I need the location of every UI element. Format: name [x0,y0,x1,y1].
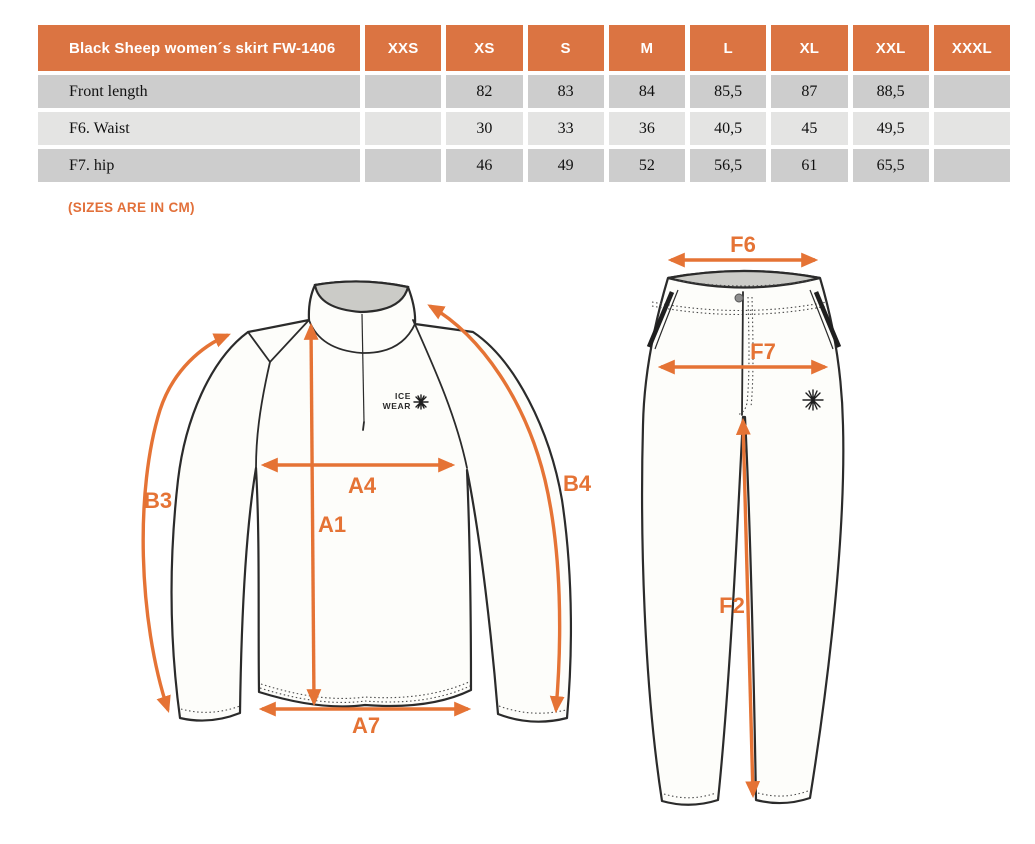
cell-front-length-m: 84 [609,75,685,108]
logo-text-ice: ICE [395,391,411,401]
cell-front-length-xxs [365,75,441,108]
cell-waist-l: 40,5 [690,112,766,145]
label-f2: F2 [719,593,745,618]
cell-waist-m: 36 [609,112,685,145]
cell-front-length-l: 85,5 [690,75,766,108]
snowflake-logo-icon [803,390,823,410]
size-header-xxl: XXL [853,25,929,71]
cell-front-length-xl: 87 [771,75,847,108]
size-table [38,25,1010,182]
cell-waist-xxxl [934,112,1010,145]
snowflake-icon [414,395,428,409]
label-f6: F6 [730,235,756,257]
row-label-hip: F7. hip [38,149,360,182]
shirt-measurement-diagram [130,240,600,740]
waist-button [735,294,743,302]
label-b3: B3 [143,488,173,513]
cell-front-length-xxxl [934,75,1010,108]
label-a7: A7 [351,713,381,738]
cell-hip-xxxl [934,149,1010,182]
size-header-xs: XS [446,25,522,71]
cell-waist-xxs [365,112,441,145]
sizes-unit-note: (SIZES ARE IN CM) [68,200,195,215]
label-f7: F7 [750,339,776,364]
cell-front-length-s: 83 [528,75,604,108]
cell-hip-xxl: 65,5 [853,149,929,182]
cell-waist-s: 33 [528,112,604,145]
center-front-seam [742,292,743,415]
row-label-waist: F6. Waist [38,112,360,145]
pants-measurement-diagram [620,235,940,825]
size-header-xxs: XXS [365,25,441,71]
label-b4: B4 [562,471,592,496]
cell-waist-xs: 30 [446,112,522,145]
size-header-l: L [690,25,766,71]
label-a4: A4 [347,473,377,498]
cell-hip-xs: 46 [446,149,522,182]
logo-text-wear: WEAR [382,401,411,411]
cell-hip-xxs [365,149,441,182]
row-label-front-length: Front length [38,75,360,108]
table-title: Black Sheep women´s skirt FW-1406 [38,25,360,71]
label-a1: A1 [317,512,347,537]
cell-hip-m: 52 [609,149,685,182]
shirt-outline [172,281,571,721]
size-header-xxxl: XXXL [934,25,1010,71]
cell-front-length-xxl: 88,5 [853,75,929,108]
size-header-xl: XL [771,25,847,71]
zipper-pull [363,422,364,430]
size-header-m: M [609,25,685,71]
cell-waist-xl: 45 [771,112,847,145]
cell-hip-l: 56,5 [690,149,766,182]
cell-hip-s: 49 [528,149,604,182]
cell-hip-xl: 61 [771,149,847,182]
cell-front-length-xs: 82 [446,75,522,108]
cell-waist-xxl: 49,5 [853,112,929,145]
size-header-s: S [528,25,604,71]
